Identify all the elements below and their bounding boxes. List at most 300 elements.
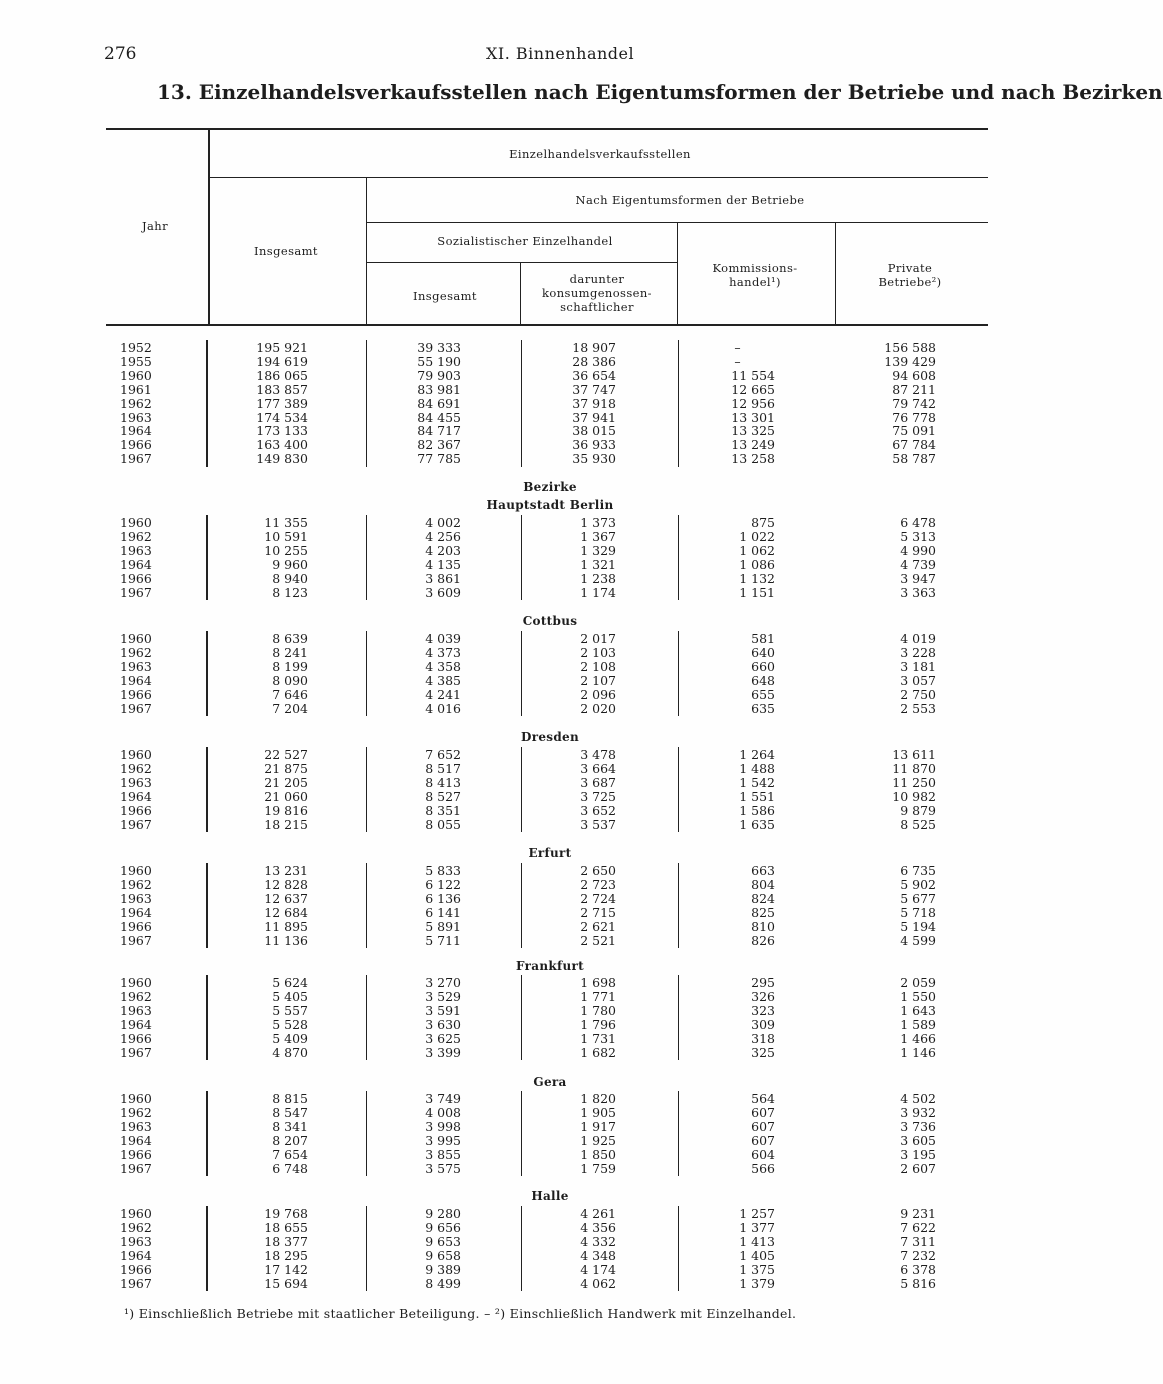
cell-sozialistisch: 4 039 xyxy=(425,631,461,646)
cell-year: 1966 xyxy=(120,1030,152,1046)
cell-year: 1963 xyxy=(120,1233,152,1249)
cell-sozialistisch: 4 008 xyxy=(425,1104,461,1120)
cell-kommission: 663 xyxy=(751,863,775,878)
cell-insgesamt: 11 136 xyxy=(264,932,308,948)
bezirk-label: Erfurt xyxy=(528,846,572,860)
cell-sozialistisch: 4 002 xyxy=(425,515,461,530)
cell-insgesamt: 7 646 xyxy=(272,686,308,702)
cell-sozialistisch: 39 333 xyxy=(417,340,461,355)
cell-year: 1966 xyxy=(120,570,152,586)
cell-konsum: 1 796 xyxy=(580,1016,616,1032)
table-row xyxy=(0,397,1024,411)
cell-insgesamt: 21 060 xyxy=(264,788,308,804)
table-row xyxy=(0,762,1024,776)
cell-kommission: 13 325 xyxy=(731,423,775,439)
cell-private: 3 181 xyxy=(900,658,936,674)
cell-kommission: 564 xyxy=(751,1091,775,1106)
cell-year: 1964 xyxy=(120,672,152,688)
cell-konsum: 38 015 xyxy=(572,423,616,439)
cell-sozialistisch: 6 136 xyxy=(425,890,461,906)
cell-insgesamt: 12 684 xyxy=(264,904,308,920)
cell-insgesamt: 19 816 xyxy=(264,802,308,818)
cell-year: 1964 xyxy=(120,788,152,804)
table-row xyxy=(0,818,1024,832)
table-row xyxy=(0,572,1024,586)
table-row xyxy=(0,341,1024,355)
rule-v-year xyxy=(208,130,210,324)
cell-insgesamt: 8 341 xyxy=(272,1118,308,1134)
cell-sozialistisch: 4 203 xyxy=(425,542,461,558)
cell-konsum: 4 261 xyxy=(580,1206,616,1221)
table-row xyxy=(0,688,1024,702)
cell-konsum: 4 348 xyxy=(580,1247,616,1263)
rule-v-insgesamt xyxy=(366,178,367,324)
table-row xyxy=(0,438,1024,452)
cell-insgesamt: 7 654 xyxy=(272,1146,308,1162)
cell-kommission: 825 xyxy=(751,904,775,920)
table-row xyxy=(0,892,1024,906)
cell-year: 1964 xyxy=(120,1016,152,1032)
cell-private: 1 550 xyxy=(900,988,936,1004)
cell-konsum: 2 103 xyxy=(580,644,616,660)
cell-sozialistisch: 8 499 xyxy=(425,1275,461,1291)
cell-konsum: 36 654 xyxy=(572,367,616,383)
cell-sozialistisch: 3 630 xyxy=(425,1016,461,1032)
cell-kommission: 1 413 xyxy=(739,1233,775,1249)
cell-sozialistisch: 84 717 xyxy=(417,423,461,439)
cell-konsum: 2 017 xyxy=(580,631,616,646)
cell-private: 7 232 xyxy=(900,1247,936,1263)
cell-private: 3 605 xyxy=(900,1132,936,1148)
table-row xyxy=(0,632,1024,646)
header-nach-eigentum: Nach Eigentumsformen der Betriebe xyxy=(575,193,805,207)
cell-private: 3 363 xyxy=(900,584,936,600)
table-row xyxy=(0,804,1024,818)
cell-year: 1967 xyxy=(120,816,152,832)
cell-konsum: 37 747 xyxy=(572,381,616,397)
cell-kommission: 607 xyxy=(751,1118,775,1134)
cell-insgesamt: 18 295 xyxy=(264,1247,308,1263)
cell-sozialistisch: 8 055 xyxy=(425,816,461,832)
cell-konsum: 2 650 xyxy=(580,863,616,878)
cell-year: 1966 xyxy=(120,802,152,818)
table-row xyxy=(0,776,1024,790)
table-row xyxy=(0,906,1024,920)
cell-insgesamt: 13 231 xyxy=(264,863,308,878)
cell-insgesamt: 4 870 xyxy=(272,1044,308,1060)
header-private-line1: Private xyxy=(887,261,933,275)
table-row xyxy=(0,558,1024,572)
cell-konsum: 3 652 xyxy=(580,802,616,818)
bezirk-label: Dresden xyxy=(521,730,579,744)
cell-konsum: 2 723 xyxy=(580,876,616,892)
cell-year: 1966 xyxy=(120,686,152,702)
header-top: Einzelhandelsverkaufsstellen xyxy=(509,147,691,161)
cell-year: 1962 xyxy=(120,760,152,776)
table-row xyxy=(0,544,1024,558)
cell-private: 94 608 xyxy=(892,367,936,383)
cell-konsum: 4 332 xyxy=(580,1233,616,1249)
cell-private: 58 787 xyxy=(892,451,936,467)
page-number: 276 xyxy=(104,44,137,64)
table-row xyxy=(0,1004,1024,1018)
cell-private: 6 735 xyxy=(900,863,936,878)
cell-konsum: 3 687 xyxy=(580,774,616,790)
cell-year: 1964 xyxy=(120,904,152,920)
table-row xyxy=(0,1277,1024,1291)
cell-konsum: 37 941 xyxy=(572,409,616,425)
cell-year: 1963 xyxy=(120,774,152,790)
table-row xyxy=(0,452,1024,466)
table-row xyxy=(0,355,1024,369)
rule-v-darunter xyxy=(520,263,521,324)
table-row xyxy=(0,748,1024,762)
cell-kommission: 1 132 xyxy=(739,570,775,586)
cell-sozialistisch: 9 389 xyxy=(425,1261,461,1277)
cell-private: 67 784 xyxy=(892,437,936,453)
cell-kommission: 1 022 xyxy=(739,528,775,544)
cell-sozialistisch: 5 711 xyxy=(425,932,461,948)
cell-year: 1964 xyxy=(120,423,152,439)
cell-sozialistisch: 6 141 xyxy=(425,904,461,920)
cell-konsum: 36 933 xyxy=(572,437,616,453)
cell-konsum: 2 715 xyxy=(580,904,616,920)
cell-konsum: 1 905 xyxy=(580,1104,616,1120)
cell-private: 6 378 xyxy=(900,1261,936,1277)
cell-insgesamt: 8 815 xyxy=(272,1091,308,1106)
cell-konsum: 4 062 xyxy=(580,1275,616,1291)
cell-year: 1955 xyxy=(120,353,152,369)
table-row xyxy=(0,1235,1024,1249)
cell-konsum: 3 537 xyxy=(580,816,616,832)
cell-konsum: 3 664 xyxy=(580,760,616,776)
cell-sozialistisch: 9 653 xyxy=(425,1233,461,1249)
cell-private: 3 195 xyxy=(900,1146,936,1162)
cell-konsum: 4 174 xyxy=(580,1261,616,1277)
cell-private: 13 611 xyxy=(892,747,936,762)
cell-sozialistisch: 8 527 xyxy=(425,788,461,804)
cell-sozialistisch: 3 270 xyxy=(425,975,461,990)
cell-insgesamt: 174 534 xyxy=(256,409,308,425)
cell-sozialistisch: 9 280 xyxy=(425,1206,461,1221)
cell-konsum: 2 096 xyxy=(580,686,616,702)
cell-kommission: 12 956 xyxy=(731,395,775,411)
cell-insgesamt: 149 830 xyxy=(256,451,308,467)
cell-kommission: 325 xyxy=(751,1044,775,1060)
cell-kommission: 826 xyxy=(751,932,775,948)
bezirk-label: Halle xyxy=(531,1189,569,1203)
cell-sozialistisch: 5 833 xyxy=(425,863,461,878)
cell-year: 1963 xyxy=(120,409,152,425)
cell-year: 1967 xyxy=(120,451,152,467)
header-insgesamt: Insgesamt xyxy=(254,244,318,258)
cell-konsum: 18 907 xyxy=(572,340,616,355)
cell-sozialistisch: 5 891 xyxy=(425,918,461,934)
cell-konsum: 1 373 xyxy=(580,515,616,530)
cell-year: 1960 xyxy=(120,367,152,383)
cell-private: 3 736 xyxy=(900,1118,936,1134)
cell-private: 4 599 xyxy=(900,932,936,948)
table-row xyxy=(0,1207,1024,1221)
cell-kommission: 604 xyxy=(751,1146,775,1162)
cell-sozialistisch: 4 241 xyxy=(425,686,461,702)
cell-kommission: 1 635 xyxy=(739,816,775,832)
cell-kommission: 323 xyxy=(751,1002,775,1018)
cell-private: 75 091 xyxy=(892,423,936,439)
cell-year: 1960 xyxy=(120,1091,152,1106)
cell-kommission: 660 xyxy=(751,658,775,674)
cell-sozialistisch: 8 517 xyxy=(425,760,461,776)
cell-konsum: 1 850 xyxy=(580,1146,616,1162)
cell-insgesamt: 12 828 xyxy=(264,876,308,892)
cell-konsum: 3 478 xyxy=(580,747,616,762)
cell-kommission: 810 xyxy=(751,918,775,934)
cell-kommission: 11 554 xyxy=(731,367,775,383)
cell-konsum: 1 820 xyxy=(580,1091,616,1106)
footnote: ¹) Einschließlich Betriebe mit staatlicher Beteiligung. – ²) Einschließlich Handwerk mit Einzelhandel. xyxy=(124,1306,797,1321)
cell-sozialistisch: 9 658 xyxy=(425,1247,461,1263)
header-darunter xyxy=(522,272,672,314)
cell-private: 1 466 xyxy=(900,1030,936,1046)
table-row xyxy=(0,1018,1024,1032)
rule-under-soz xyxy=(367,262,677,263)
cell-kommission: 581 xyxy=(751,631,775,646)
cell-sozialistisch: 79 903 xyxy=(417,367,461,383)
cell-insgesamt: 8 123 xyxy=(272,584,308,600)
cell-year: 1962 xyxy=(120,988,152,1004)
cell-private: 1 589 xyxy=(900,1016,936,1032)
cell-insgesamt: 194 619 xyxy=(256,353,308,369)
cell-insgesamt: 173 133 xyxy=(256,423,308,439)
table-row xyxy=(0,790,1024,804)
cell-sozialistisch: 7 652 xyxy=(425,747,461,762)
cell-kommission: – xyxy=(734,340,741,355)
cell-year: 1962 xyxy=(120,1219,152,1235)
cell-kommission: 1 377 xyxy=(739,1219,775,1235)
table-row xyxy=(0,1148,1024,1162)
cell-insgesamt: 10 591 xyxy=(264,528,308,544)
table-row xyxy=(0,976,1024,990)
cell-private: 76 778 xyxy=(892,409,936,425)
cell-year: 1962 xyxy=(120,395,152,411)
cell-private: 4 019 xyxy=(900,631,936,646)
cell-private: 5 902 xyxy=(900,876,936,892)
cell-year: 1960 xyxy=(120,863,152,878)
cell-year: 1967 xyxy=(120,584,152,600)
cell-sozialistisch: 3 609 xyxy=(425,584,461,600)
table-row xyxy=(0,660,1024,674)
cell-kommission: 824 xyxy=(751,890,775,906)
cell-private: 5 718 xyxy=(900,904,936,920)
table-row xyxy=(0,990,1024,1004)
cell-konsum: 1 329 xyxy=(580,542,616,558)
cell-kommission: 635 xyxy=(751,700,775,716)
table-row xyxy=(0,383,1024,397)
cell-konsum: 1 917 xyxy=(580,1118,616,1134)
cell-year: 1967 xyxy=(120,1275,152,1291)
cell-insgesamt: 5 557 xyxy=(272,1002,308,1018)
bezirk-label: Gera xyxy=(533,1075,567,1089)
table-row xyxy=(0,934,1024,948)
table-row xyxy=(0,920,1024,934)
cell-private: 2 553 xyxy=(900,700,936,716)
cell-year: 1967 xyxy=(120,932,152,948)
cell-insgesamt: 7 204 xyxy=(272,700,308,716)
table-row xyxy=(0,586,1024,600)
header-kommission-line1: Kommissions- xyxy=(712,261,798,275)
cell-sozialistisch: 3 591 xyxy=(425,1002,461,1018)
table-row xyxy=(0,1134,1024,1148)
cell-private: 11 870 xyxy=(892,760,936,776)
cell-year: 1963 xyxy=(120,542,152,558)
header-private-line2: Betriebe²) xyxy=(878,275,942,289)
cell-konsum: 4 356 xyxy=(580,1219,616,1235)
cell-year: 1960 xyxy=(120,1206,152,1221)
cell-sozialistisch: 8 413 xyxy=(425,774,461,790)
cell-kommission: 1 379 xyxy=(739,1275,775,1291)
cell-konsum: 37 918 xyxy=(572,395,616,411)
cell-kommission: 326 xyxy=(751,988,775,1004)
cell-insgesamt: 8 199 xyxy=(272,658,308,674)
cell-sozialistisch: 4 016 xyxy=(425,700,461,716)
cell-konsum: 1 780 xyxy=(580,1002,616,1018)
cell-private: 5 816 xyxy=(900,1275,936,1291)
table-row xyxy=(0,1046,1024,1060)
bezirk-label: Frankfurt xyxy=(516,959,584,973)
cell-konsum: 1 174 xyxy=(580,584,616,600)
cell-year: 1962 xyxy=(120,528,152,544)
table-row xyxy=(0,1092,1024,1106)
table-row xyxy=(0,1249,1024,1263)
cell-konsum: 2 621 xyxy=(580,918,616,934)
cell-kommission: 1 542 xyxy=(739,774,775,790)
rule-under-top xyxy=(210,177,988,178)
cell-konsum: 3 725 xyxy=(580,788,616,804)
cell-private: 3 932 xyxy=(900,1104,936,1120)
cell-private: 3 228 xyxy=(900,644,936,660)
cell-sozialistisch: 82 367 xyxy=(417,437,461,453)
cell-private: 1 146 xyxy=(900,1044,936,1060)
cell-konsum: 1 925 xyxy=(580,1132,616,1148)
cell-insgesamt: 186 065 xyxy=(256,367,308,383)
cell-kommission: 875 xyxy=(751,515,775,530)
cell-sozialistisch: 3 529 xyxy=(425,988,461,1004)
cell-year: 1960 xyxy=(120,747,152,762)
cell-sozialistisch: 4 385 xyxy=(425,672,461,688)
rule-top xyxy=(106,128,988,130)
cell-insgesamt: 8 207 xyxy=(272,1132,308,1148)
cell-private: 7 311 xyxy=(900,1233,936,1249)
table-row xyxy=(0,646,1024,660)
cell-insgesamt: 177 389 xyxy=(256,395,308,411)
cell-konsum: 2 020 xyxy=(580,700,616,716)
cell-insgesamt: 8 241 xyxy=(272,644,308,660)
cell-year: 1967 xyxy=(120,1044,152,1060)
cell-private: 3 057 xyxy=(900,672,936,688)
cell-year: 1962 xyxy=(120,1104,152,1120)
cell-kommission: 1 488 xyxy=(739,760,775,776)
bezirke-label: Bezirke xyxy=(523,480,577,494)
cell-konsum: 1 682 xyxy=(580,1044,616,1060)
cell-sozialistisch: 84 455 xyxy=(417,409,461,425)
bezirk-label: Cottbus xyxy=(522,614,578,628)
cell-sozialistisch: 6 122 xyxy=(425,876,461,892)
table-title: 13. Einzelhandelsverkaufsstellen nach Eigentumsformen der Betriebe und nach Bezirken xyxy=(157,80,1163,104)
cell-year: 1966 xyxy=(120,1146,152,1162)
cell-insgesamt: 18 215 xyxy=(264,816,308,832)
cell-year: 1960 xyxy=(120,975,152,990)
cell-insgesamt: 195 921 xyxy=(256,340,308,355)
header-kommission xyxy=(690,261,820,289)
cell-insgesamt: 10 255 xyxy=(264,542,308,558)
rule-header-bottom xyxy=(106,324,988,326)
cell-kommission: 1 551 xyxy=(739,788,775,804)
cell-insgesamt: 18 655 xyxy=(264,1219,308,1235)
cell-kommission: 1 086 xyxy=(739,556,775,572)
cell-kommission: 640 xyxy=(751,644,775,660)
cell-sozialistisch: 3 995 xyxy=(425,1132,461,1148)
cell-private: 5 677 xyxy=(900,890,936,906)
cell-private: 3 947 xyxy=(900,570,936,586)
cell-sozialistisch: 3 575 xyxy=(425,1160,461,1176)
cell-kommission: 1 264 xyxy=(739,747,775,762)
header-soz-insgesamt: Insgesamt xyxy=(413,289,477,303)
cell-insgesamt: 18 377 xyxy=(264,1233,308,1249)
cell-sozialistisch: 3 625 xyxy=(425,1030,461,1046)
cell-insgesamt: 5 409 xyxy=(272,1030,308,1046)
cell-year: 1952 xyxy=(120,340,152,355)
cell-insgesamt: 9 960 xyxy=(272,556,308,572)
cell-konsum: 1 731 xyxy=(580,1030,616,1046)
cell-kommission: 1 586 xyxy=(739,802,775,818)
table-row xyxy=(0,864,1024,878)
cell-year: 1964 xyxy=(120,1132,152,1148)
cell-sozialistisch: 4 373 xyxy=(425,644,461,660)
cell-kommission: 1 405 xyxy=(739,1247,775,1263)
cell-private: 5 313 xyxy=(900,528,936,544)
cell-konsum: 1 367 xyxy=(580,528,616,544)
cell-kommission: 655 xyxy=(751,686,775,702)
cell-private: 87 211 xyxy=(892,381,936,397)
header-kommission-line2: handel¹) xyxy=(729,275,781,289)
cell-insgesamt: 19 768 xyxy=(264,1206,308,1221)
cell-konsum: 2 108 xyxy=(580,658,616,674)
cell-sozialistisch: 77 785 xyxy=(417,451,461,467)
cell-sozialistisch: 83 981 xyxy=(417,381,461,397)
cell-sozialistisch: 3 399 xyxy=(425,1044,461,1060)
cell-private: 6 478 xyxy=(900,515,936,530)
cell-year: 1966 xyxy=(120,437,152,453)
cell-year: 1963 xyxy=(120,1118,152,1134)
cell-sozialistisch: 4 256 xyxy=(425,528,461,544)
cell-insgesamt: 5 405 xyxy=(272,988,308,1004)
cell-private: 2 607 xyxy=(900,1160,936,1176)
cell-konsum: 28 386 xyxy=(572,353,616,369)
header-private xyxy=(850,261,970,289)
table-row xyxy=(0,1162,1024,1176)
cell-kommission: 309 xyxy=(751,1016,775,1032)
cell-year: 1966 xyxy=(120,918,152,934)
cell-private: 4 990 xyxy=(900,542,936,558)
table-row xyxy=(0,424,1024,438)
cell-sozialistisch: 4 135 xyxy=(425,556,461,572)
cell-insgesamt: 5 624 xyxy=(272,975,308,990)
cell-konsum: 2 521 xyxy=(580,932,616,948)
cell-insgesamt: 12 637 xyxy=(264,890,308,906)
cell-kommission: 648 xyxy=(751,672,775,688)
rule-v-soz xyxy=(677,223,678,324)
cell-private: 7 622 xyxy=(900,1219,936,1235)
